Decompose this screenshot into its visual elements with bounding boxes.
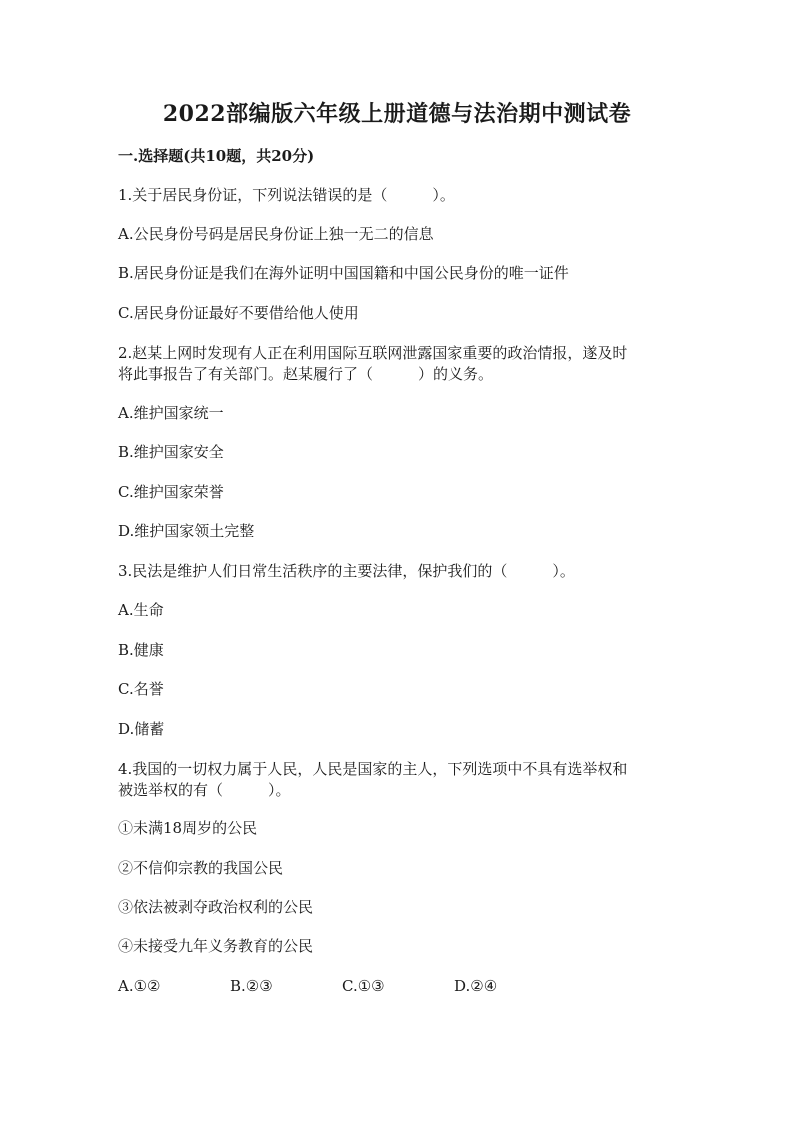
question-2-option-d: D.维护国家领土完整 bbox=[118, 522, 255, 540]
question-1-option-b: B.居民身份证是我们在海外证明中国国籍和中国公民身份的唯一证件 bbox=[118, 264, 569, 282]
question-3-option-b: B.健康 bbox=[118, 641, 164, 659]
question-4-item-4: ④未接受九年义务教育的公民 bbox=[118, 937, 314, 955]
question-2-option-b: B.维护国家安全 bbox=[118, 443, 224, 461]
question-3-option-d: D.储蓄 bbox=[118, 720, 165, 738]
question-4-option-d: D.②④ bbox=[454, 977, 498, 995]
question-3-option-a: A.生命 bbox=[118, 601, 164, 619]
question-4-stem-line-1: 4.我国的一切权力属于人民，人民是国家的主人，下列选项中不具有选举权和 bbox=[118, 760, 628, 778]
question-4-item-2: ②不信仰宗教的我国公民 bbox=[118, 859, 284, 877]
question-4-option-a: A.①② bbox=[118, 977, 161, 995]
question-2-option-c: C.维护国家荣誉 bbox=[118, 483, 224, 501]
question-1-option-c: C.居民身份证最好不要借给他人使用 bbox=[118, 304, 359, 322]
question-2-stem-line-1: 2.赵某上网时发现有人正在利用国际互联网泄露国家重要的政治情报，遂及时 bbox=[118, 344, 628, 362]
exam-title: 2022部编版六年级上册道德与法治期中测试卷 bbox=[162, 101, 632, 127]
question-1-option-a: A.公民身份号码是居民身份证上独一无二的信息 bbox=[118, 225, 434, 243]
question-4-option-c: C.①③ bbox=[342, 977, 385, 995]
question-3-option-c: C.名誉 bbox=[118, 680, 164, 698]
question-2-option-a: A.维护国家统一 bbox=[118, 404, 224, 422]
question-2-stem-line-2: 将此事报告了有关部门。赵某履行了（ ）的义务。 bbox=[118, 365, 494, 383]
question-4-option-b: B.②③ bbox=[230, 977, 273, 995]
question-3-stem: 3.民法是维护人们日常生活秩序的主要法律，保护我们的（ ）。 bbox=[118, 562, 575, 580]
question-4-stem-line-2: 被选举权的有（ ）。 bbox=[118, 781, 291, 799]
section-heading: 一.选择题(共10题，共20分) bbox=[118, 147, 315, 165]
question-4-item-3: ③依法被剥夺政治权利的公民 bbox=[118, 898, 314, 916]
question-4-item-1: ①未满18周岁的公民 bbox=[118, 819, 258, 837]
question-1-stem: 1.关于居民身份证，下列说法错误的是（ ）。 bbox=[118, 186, 455, 204]
